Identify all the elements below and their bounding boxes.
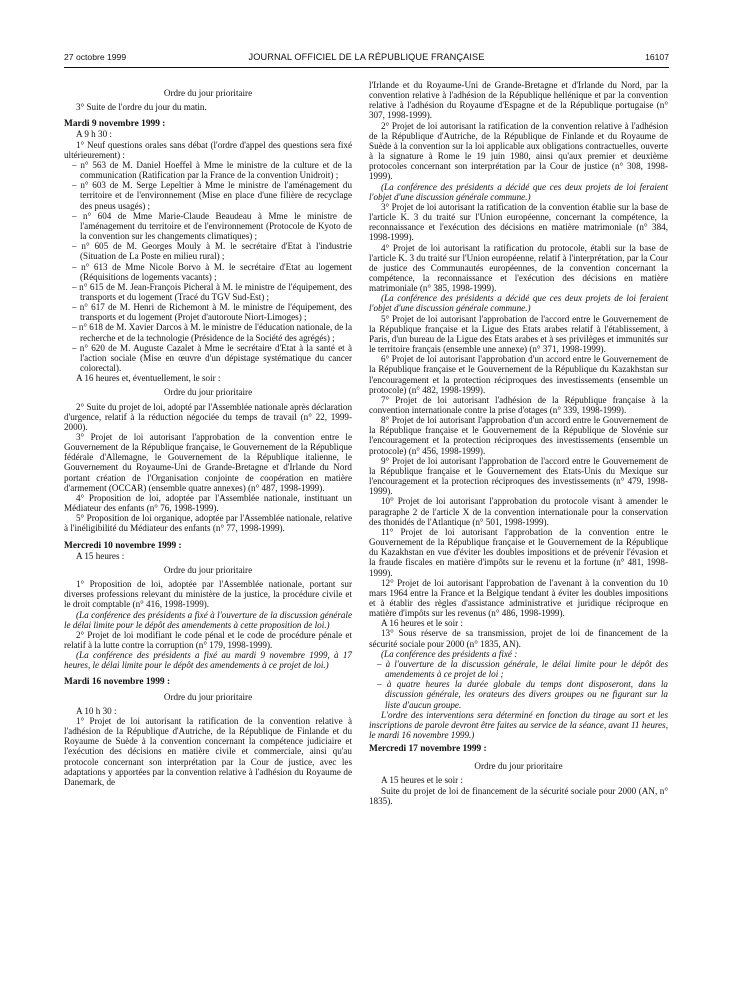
list-item: – n° 613 de Mme Nicole Borvo à M. le secrétaire d'Etat au logement (Réquisitions de logements vacants) ; (72, 261, 352, 282)
paragraph: 2° Projet de loi modifiant le code pénal et le code de procédure pénale et relatif à la lutte contre la corruption (n° 179, 1998-1999). (64, 629, 352, 650)
paragraph: A 15 heures et le soir : (381, 775, 463, 786)
section-heading: Ordre du jour prioritaire (163, 88, 253, 98)
left-column (64, 88, 352, 787)
paragraph: 4° Proposition de loi, adoptée par l'Assemblée nationale, instituant un Médiateur des enfants (n° 76, 1998-1999). (64, 492, 352, 514)
list-item: – n° 617 de M. Henri de Richemont à M. le ministre de l'équipement, des transports et du logement (Projet d'autoroute Niort-Limoges) ; (72, 302, 352, 323)
paragraph: 13° Sous réserve de sa transmission, projet de loi de financement de la sécurité sociale pour 2000 (n° 1835, AN). (369, 628, 668, 649)
italic-note: (La conférence des présidents a décidé que ces deux projets de loi feraient l'objet d'une discussion générale commune.) (369, 293, 668, 314)
right-column (369, 80, 668, 806)
italic-note: (La conférence des présidents a décidé que ces deux projets de loi feraient l'objet d'une discussion générale commune.) (369, 181, 668, 202)
paragraph: 4° Projet de loi autorisant la ratification du protocole, établi sur la base de l'article K. 3 du traité sur l'Union européenne, relatif à l'interprétation, par la Cour de justice des Communautés européennes, de la convention concernant la compétence, la reconnaissance et l'exécution des décisions en matière matrimoniale (n° 385, 1998-1999). (369, 242, 668, 294)
section-heading: Ordre du jour prioritaire (163, 387, 253, 398)
section-heading: Ordre du jour prioritaire (474, 761, 563, 772)
spacer (64, 534, 352, 541)
section-heading: Ordre du jour prioritaire (163, 564, 253, 575)
list-item: – n° 605 de M. Georges Mouly à M. le secrétaire d'Etat à l'industrie (Situation de La Poste en milieu rural) ; (72, 241, 352, 262)
paragraph: 2° Suite du projet de loi, adopté par l'Assemblée nationale après déclaration d'urgence, relatif à la réduction négociée du temps de travail (n° 22, 1999-2000). (64, 401, 352, 432)
paragraph: A 10 h 30 : (76, 705, 117, 716)
list-item: – n° 615 de M. Jean-François Picheral à M. le ministre de l'équipement, des transports et du logement (Tracé du TGV Sud-Est) ; (72, 281, 352, 302)
italic-note: (La conférence des présidents a fixé : (381, 648, 518, 659)
italic-note: l'Irlande et du Royaume-Uni de Grande-Bretagne et d'Irlande du Nord, par la convention relative à l'adhésion de la République hellénique et par la convention relative à l'adhésion du Royaume d'Espagne et de la République portugaise (n° 307, 1998-1999). (369, 80, 668, 121)
italic-note: (La conférence des présidents a fixé à l'ouverture de la discussion générale le délai limite pour le dépôt des amendements à cette proposition de loi.) (64, 609, 352, 630)
session-date-heading: Mercredi 10 novembre 1999 : (64, 540, 182, 551)
header-rule (64, 67, 669, 68)
page-header (64, 52, 669, 66)
paragraph: 2° Projet de loi autorisant la ratification de la convention relative à l'adhésion de la République d'Autriche, de la République de Finlande et du Royaume de Suède à la convention sur la loi applicable aux obligations contractuelles, ouverte à la signature à Rome le 19 juin 1980, ainsi qu'aux premier et deuxième protocoles concernant son interprétation par la Cour de justice (n° 308, 1998-1999). (369, 120, 668, 182)
spacer (64, 670, 352, 677)
paragraph: 3° Projet de loi autorisant la ratification de la convention établie sur la base de l'article K. 3 du traité sur l'Union européenne, concernant la compétence, la reconnaissance et l'exécution des décisions en matière matrimoniale (n° 384, 1998-1999). (369, 201, 668, 243)
paragraph: 7° Projet de loi autorisant l'adhésion de la République française à la convention internationale contre la prise d'otages (n° 339, 1998-1999). (369, 394, 668, 415)
spacer (64, 112, 352, 119)
list-item: – à quatre heures la durée globale du temps dont disposeront, dans la discussion générale, les orateurs des divers groupes ou ne figurant sur la liste d'aucun groupe. (377, 679, 668, 710)
session-date-heading: Mardi 9 novembre 1999 : (64, 119, 166, 130)
paragraph: Suite du projet de loi de financement de la sécurité sociale pour 2000 (AN, n° 1835). (369, 785, 668, 806)
list-item: – n° 603 de M. Serge Lepeltier à Mme le ministre de l'aménagement du territoire et de l'environnement (Mise en place d'une filière de recyclage des pneus usagés) ; (72, 180, 352, 211)
paragraph: 3° Projet de loi autorisant l'approbation de la convention entre le Gouvernement de la République française, le Gouvernement de la République fédérale d'Allemagne, le Gouvernement de la République italienne, le Gouvernement du Royaume-Uni de Grande-Bretagne et d'Irlande du Nord portant création de l'Organisation conjointe de coopération en matière d'armement (OCCAR) (ensemble quatre annexes) (n° 487, 1998-1999). (64, 432, 352, 493)
italic-note: L'ordre des interventions sera déterminé en fonction du tirage au sort et les inscriptions de parole devront être faites au service de la séance, avant 11 heures, le mardi 16 novembre 1999.) (369, 709, 668, 740)
paragraph: A 16 heures et, éventuellement, le soir : (76, 373, 221, 384)
paragraph: 5° Proposition de loi organique, adoptée par l'Assemblée nationale, relative à l'inéligibilité du Médiateur des enfants (n° 77, 1998-1999). (64, 513, 352, 534)
paragraph: 1° Neuf questions orales sans débat (l'ordre d'appel des questions sera fixé ultérieurement) : (64, 139, 352, 160)
italic-note: (La conférence des présidents a fixé au mardi 9 novembre 1999, à 17 heures, le délai limite pour le dépôt des amendements à ce projet de loi.) (64, 650, 352, 671)
section-heading: Ordre du jour prioritaire (163, 691, 253, 702)
paragraph: 8° Projet de loi autorisant l'approbation d'un accord entre le Gouvernement de la République française et le Gouvernement de la République de Slovénie sur l'encouragement et la protection réciproques des investissements (ensemble un protocole) (n° 456, 1998-1999). (369, 415, 668, 456)
paragraph: A 15 heures : (76, 550, 125, 561)
header-date: 27 octobre 1999 (64, 52, 127, 62)
paragraph: 6° Projet de loi autorisant l'approbation d'un accord entre le Gouvernement de la République française et le Gouvernement de la République du Kazakhstan sur l'encouragement et la protection réciproques des investissements (ensemble un protocole) (n° 482, 1998-1999). (369, 354, 668, 395)
paragraph: 10° Projet de loi autorisant l'approbation du protocole visant à amender le paragraphe 2 de l'article X de la convention internationale pour la conservation des thonidés de l'Atlantique (n° 501, 1998-1999). (369, 496, 668, 527)
header-page-number: 16107 (645, 52, 669, 62)
list-item: – n° 618 de M. Xavier Darcos à M. le ministre de l'éducation nationale, de la recherche et de la technologie (Présidence de la Société des agrégés) ; (72, 322, 352, 343)
spacer (369, 754, 668, 761)
header-journal-title: JOURNAL OFFICIEL DE LA RÉPUBLIQUE FRANÇAISE (248, 52, 485, 62)
paragraph: 1° Projet de loi autorisant la ratification de la convention relative à l'adhésion de la République d'Autriche, de la République de Finlande et du Royaume de Suède à la convention concernant la compétence judiciaire et l'exécution des décisions en matière civile et commerciale, ainsi qu'au protocole concernant son interprétation par la Cour de justice, avec les adaptations y apportées par la convention relative à l'adhésion du Royaume de Danemark, de (64, 715, 352, 787)
paragraph: A 9 h 30 : (76, 129, 112, 140)
session-date-heading: Mercredi 17 novembre 1999 : (369, 744, 487, 755)
session-date-heading: Mardi 16 novembre 1999 : (64, 677, 171, 688)
paragraph: 11° Projet de loi autorisant l'approbation de la convention entre le Gouvernement de la République française et le Gouvernement de la République du Kazakhstan en vue d'éviter les doubles impositions et de prévenir l'évasion et la fraude fiscales en matière d'impôts sur le revenu et la fortune (n° 481, 1998-1999). (369, 526, 668, 578)
paragraph: A 16 heures et le soir : (381, 618, 463, 629)
list-item: – n° 620 de M. Auguste Cazalet à Mme le secrétaire d'Etat à la santé et à l'action sociale (Mise en œuvre d'un dépistage systématique du cancer colorectal). (72, 342, 352, 374)
paragraph: 3° Suite de l'ordre du jour du matin. (76, 102, 207, 113)
paragraph: 12° Projet de loi autorisant l'approbation de l'avenant à la convention du 10 mars 1964 entre la France et la Belgique tendant à éviter les doubles impositions et à établir des règles d'assistance administrative et juridique réciproque en matière d'impôts sur les revenus (n° 486, 1998-1999). (369, 577, 668, 619)
list-item: – n° 604 de Mme Marie-Claude Beaudeau à Mme le ministre de l'aménagement du territoire et de l'environnement (Protocole de Kyoto de la convention sur les changements climatiques) ; (72, 210, 352, 242)
list-item: – n° 563 de M. Daniel Hoeffel à Mme le ministre de la culture et de la communication (Ratification par la France de la convention Unidroit) ; (72, 159, 352, 181)
paragraph: 1° Proposition de loi, adoptée par l'Assemblée nationale, portant sur diverses professions relevant du ministère de la justice, la procédure civile et le droit comptable (n° 416, 1998-1999). (64, 579, 352, 610)
paragraph: 5° Projet de loi autorisant l'approbation de l'accord entre le Gouvernement de la République française et la Ligue des Etats arabes relatif à l'établissement, à Paris, d'un bureau de la Ligue des Etats arabes et à ses privilèges et immunités sur le territoire français (ensemble une annexe) (n° 371, 1998-1999). (369, 313, 668, 355)
paragraph: 9° Projet de loi autorisant l'approbation de l'accord entre le Gouvernement de la République française et le Gouvernement des Etats-Unis du Mexique sur l'encouragement et la protection réciproques des investissements (n° 479, 1998-1999). (369, 455, 668, 497)
list-item: – à l'ouverture de la discussion générale, le délai limite pour le dépôt des amendements à ce projet de loi ; (377, 658, 668, 680)
